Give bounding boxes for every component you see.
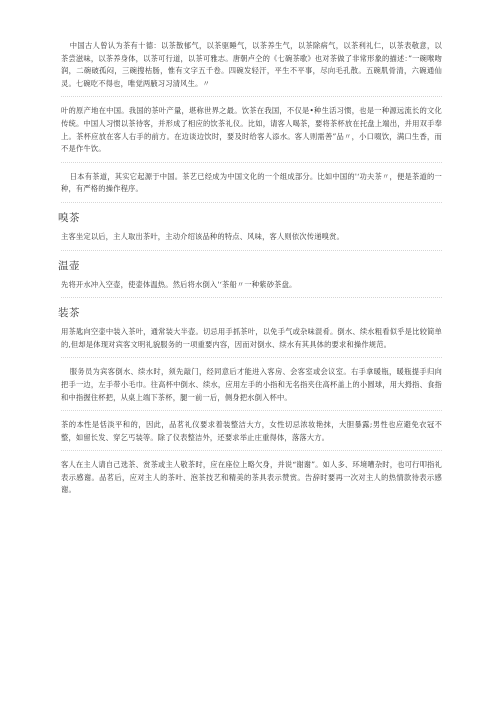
- section-paragraph: 主客坐定以后，主人取出茶叶，主动介绍该品种的特点、风味，客人则依次传递嗅赏。: [61, 231, 344, 241]
- section-heading-warm-pot: 温壶: [58, 259, 80, 272]
- divider: [61, 250, 442, 251]
- divider: [61, 96, 442, 97]
- divider: [61, 297, 442, 298]
- section-paragraph: 客人在主人请自己选茶、赏茶或主人敬茶时，应在座位上略欠身，并说“谢谢”。如人多、环境嘈杂时，也可行叩指礼表示感谢。品茗后，应对主人的茶叶、泡茶技艺和精美的茶具表示赞赏。告辞时要再一次对主人的热情款待表示感谢。: [61, 460, 442, 495]
- section-paragraph: 先将开水冲入空壶，使壶体温热。然后将水倒入'‘茶船〃一种紫砂茶盘。: [61, 279, 297, 289]
- divider: [61, 162, 442, 163]
- section-heading-load-tea: 装茶: [58, 307, 80, 320]
- intro-paragraph-tea-ceremony: 日本有茶道，其实它起源于中国。茶艺已经成为中国文化的一个组成部分。比如中国的'‘功夫茶〃，便是茶道的一种，有严格的操作程序。: [61, 171, 442, 194]
- intro-paragraph-origin: 叶的原产地在中国。我国的茶叶产量，堪称世界之最。饮茶在我国，不仅是•种生活习惯，也是一种源远流长的文化传统。中国人习惯以茶待客，并形成了相应的饮茶礼仪。比如，请客人喝茶，要将茶杯放在托盘上端出，并用双手奉上。茶杯应放在客人右手的前方。在边谈边饮时，要及时给客人添水。客人则需善”品〃，小口啜饮，满口生香，而不是作牛饮。: [61, 106, 442, 154]
- section-paragraph: 服务员为宾客倒水、续水时，须先敲门，经同意后才能进入客房、会客室或会议室。右手拿暖瓶，暖瓶提手归向把手一边，左手带小毛巾。往高杯中倒水、续水，应用左手的小指和无名指夹住高杯盖上的小圆球，用大拇指、食指和中指握住杯把，从桌上端下茶杯，腿一前一后，侧身把水倒入杯中。: [61, 367, 442, 402]
- document-page: [58, 40, 442, 497]
- section-paragraph: 用茶匙向空壶中装入茶叶，通常装大半壶。切忌用手抓茶叶，以免手气或杂味混肴。倒水、续水粗看似乎是比较简单的,但却是体现对宾客文明礼貌服务的一项重要内容，因而对倒水、续水有其具体的要求和操作规范。: [61, 327, 442, 349]
- divider: [61, 410, 442, 411]
- divider: [61, 450, 442, 451]
- divider: [61, 357, 442, 358]
- section-paragraph: 茶的本性是恬淡平和的，因此，品茗礼仪要求着装整洁大方，女性切忌浓妆艳抹，大胆暴露;男性也应避免衣冠不整，如留长发、穿乞丐装等。除了仪表整洁外，还要求举止庄重得体，落落大方。: [61, 420, 442, 442]
- intro-paragraph-ten-virtues: 中国古人曾认为茶有十德：以茶散郁气，以茶驱睡气，以茶养生气，以茶除病气，以茶利礼仁，以茶表敬意，以茶尝滋味，以茶养身体，以茶可行道，以茶可雅志。唐朝卢仝的《七碗茶歌》也对茶做了非常形象的描述：”一碗喉吻润，二碗破孤闷，三碗搜枯肠，惟有文字五千卷。四碗发轻汗，平生不平事，尽向毛孔散。五碗肌骨清，六碗通仙灵。七碗吃不得也，唯觉两腋习习清风生。〃: [61, 41, 442, 88]
- section-heading-smell-tea: 嗅茶: [58, 211, 80, 224]
- divider: [61, 202, 442, 203]
